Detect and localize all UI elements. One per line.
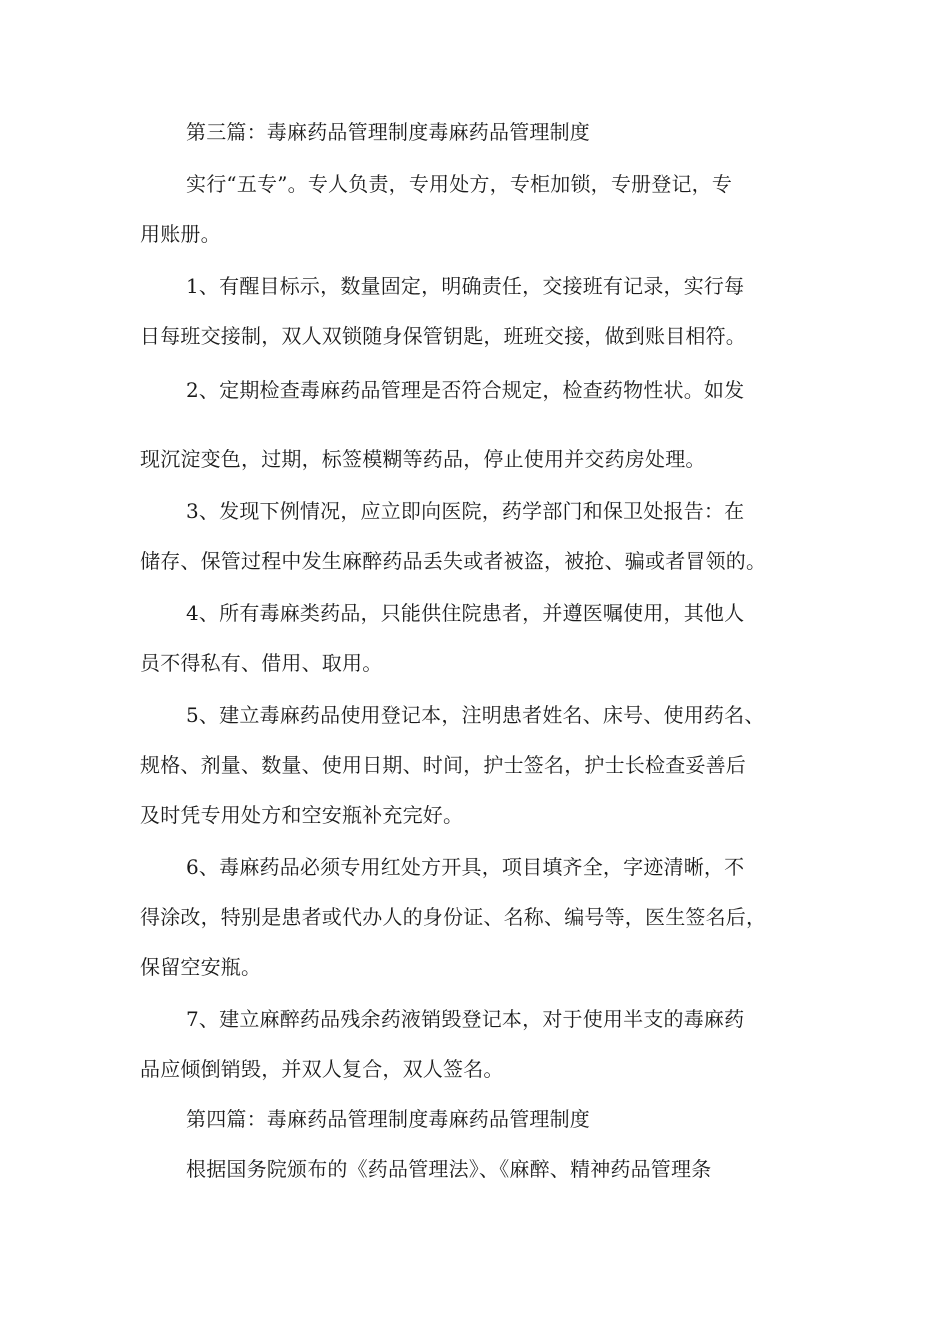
paragraph-line: 用账册。 (140, 222, 221, 246)
paragraph-line: 根据国务院颁布的《药品管理法》、《麻醉、精神药品管理条 (186, 1157, 712, 1181)
list-item-6-line: 得涂改，特别是患者或代办人的身份证、名称、编号等，医生签名后， (140, 905, 767, 929)
list-item-3-line: 3、发现下例情况，应立即向医院，药学部门和保卫处报告：在 (186, 499, 745, 523)
paragraph-line: 实行“五专”。专人负责，专用处方，专柜加锁，专册登记，专 (186, 172, 733, 196)
list-item-4-line: 4、所有毒麻类药品，只能供住院患者，并遵医嘱使用，其他人 (186, 601, 745, 625)
list-item-6-line: 6、毒麻药品必须专用红处方开具，项目填齐全，字迹清晰，不 (186, 855, 745, 879)
list-item-2-line: 现沉淀变色，过期，标签模糊等药品，停止使用并交药房处理。 (140, 447, 706, 471)
list-item-5-line: 5、建立毒麻药品使用登记本，注明患者姓名、床号、使用药名、 (186, 703, 765, 727)
list-item-5-line: 及时凭专用处方和空安瓶补充完好。 (140, 803, 464, 827)
list-item-1-line: 1、有醒目标示，数量固定，明确责任，交接班有记录，实行每 (186, 274, 745, 298)
list-item-3-line: 储存、保管过程中发生麻醉药品丢失或者被盗，被抢、骗或者冒领的。 (140, 549, 767, 573)
list-item-5-line: 规格、剂量、数量、使用日期、时间，护士签名，护士长检查妥善后 (140, 753, 746, 777)
list-item-2-line: 2、定期检查毒麻药品管理是否符合规定，检查药物性状。如发 (186, 378, 745, 402)
section-heading-3: 第三篇：毒麻药品管理制度毒麻药品管理制度 (186, 120, 590, 144)
list-item-7-line: 品应倾倒销毁，并双人复合，双人签名。 (140, 1057, 504, 1081)
list-item-1-line: 日每班交接制，双人双锁随身保管钥匙，班班交接，做到账目相符。 (140, 324, 746, 348)
list-item-4-line: 员不得私有、借用、取用。 (140, 651, 383, 675)
list-item-6-line: 保留空安瓶。 (140, 955, 262, 979)
list-item-7-line: 7、建立麻醉药品残余药液销毁登记本，对于使用半支的毒麻药 (186, 1007, 745, 1031)
section-heading-4: 第四篇：毒麻药品管理制度毒麻药品管理制度 (186, 1107, 590, 1131)
